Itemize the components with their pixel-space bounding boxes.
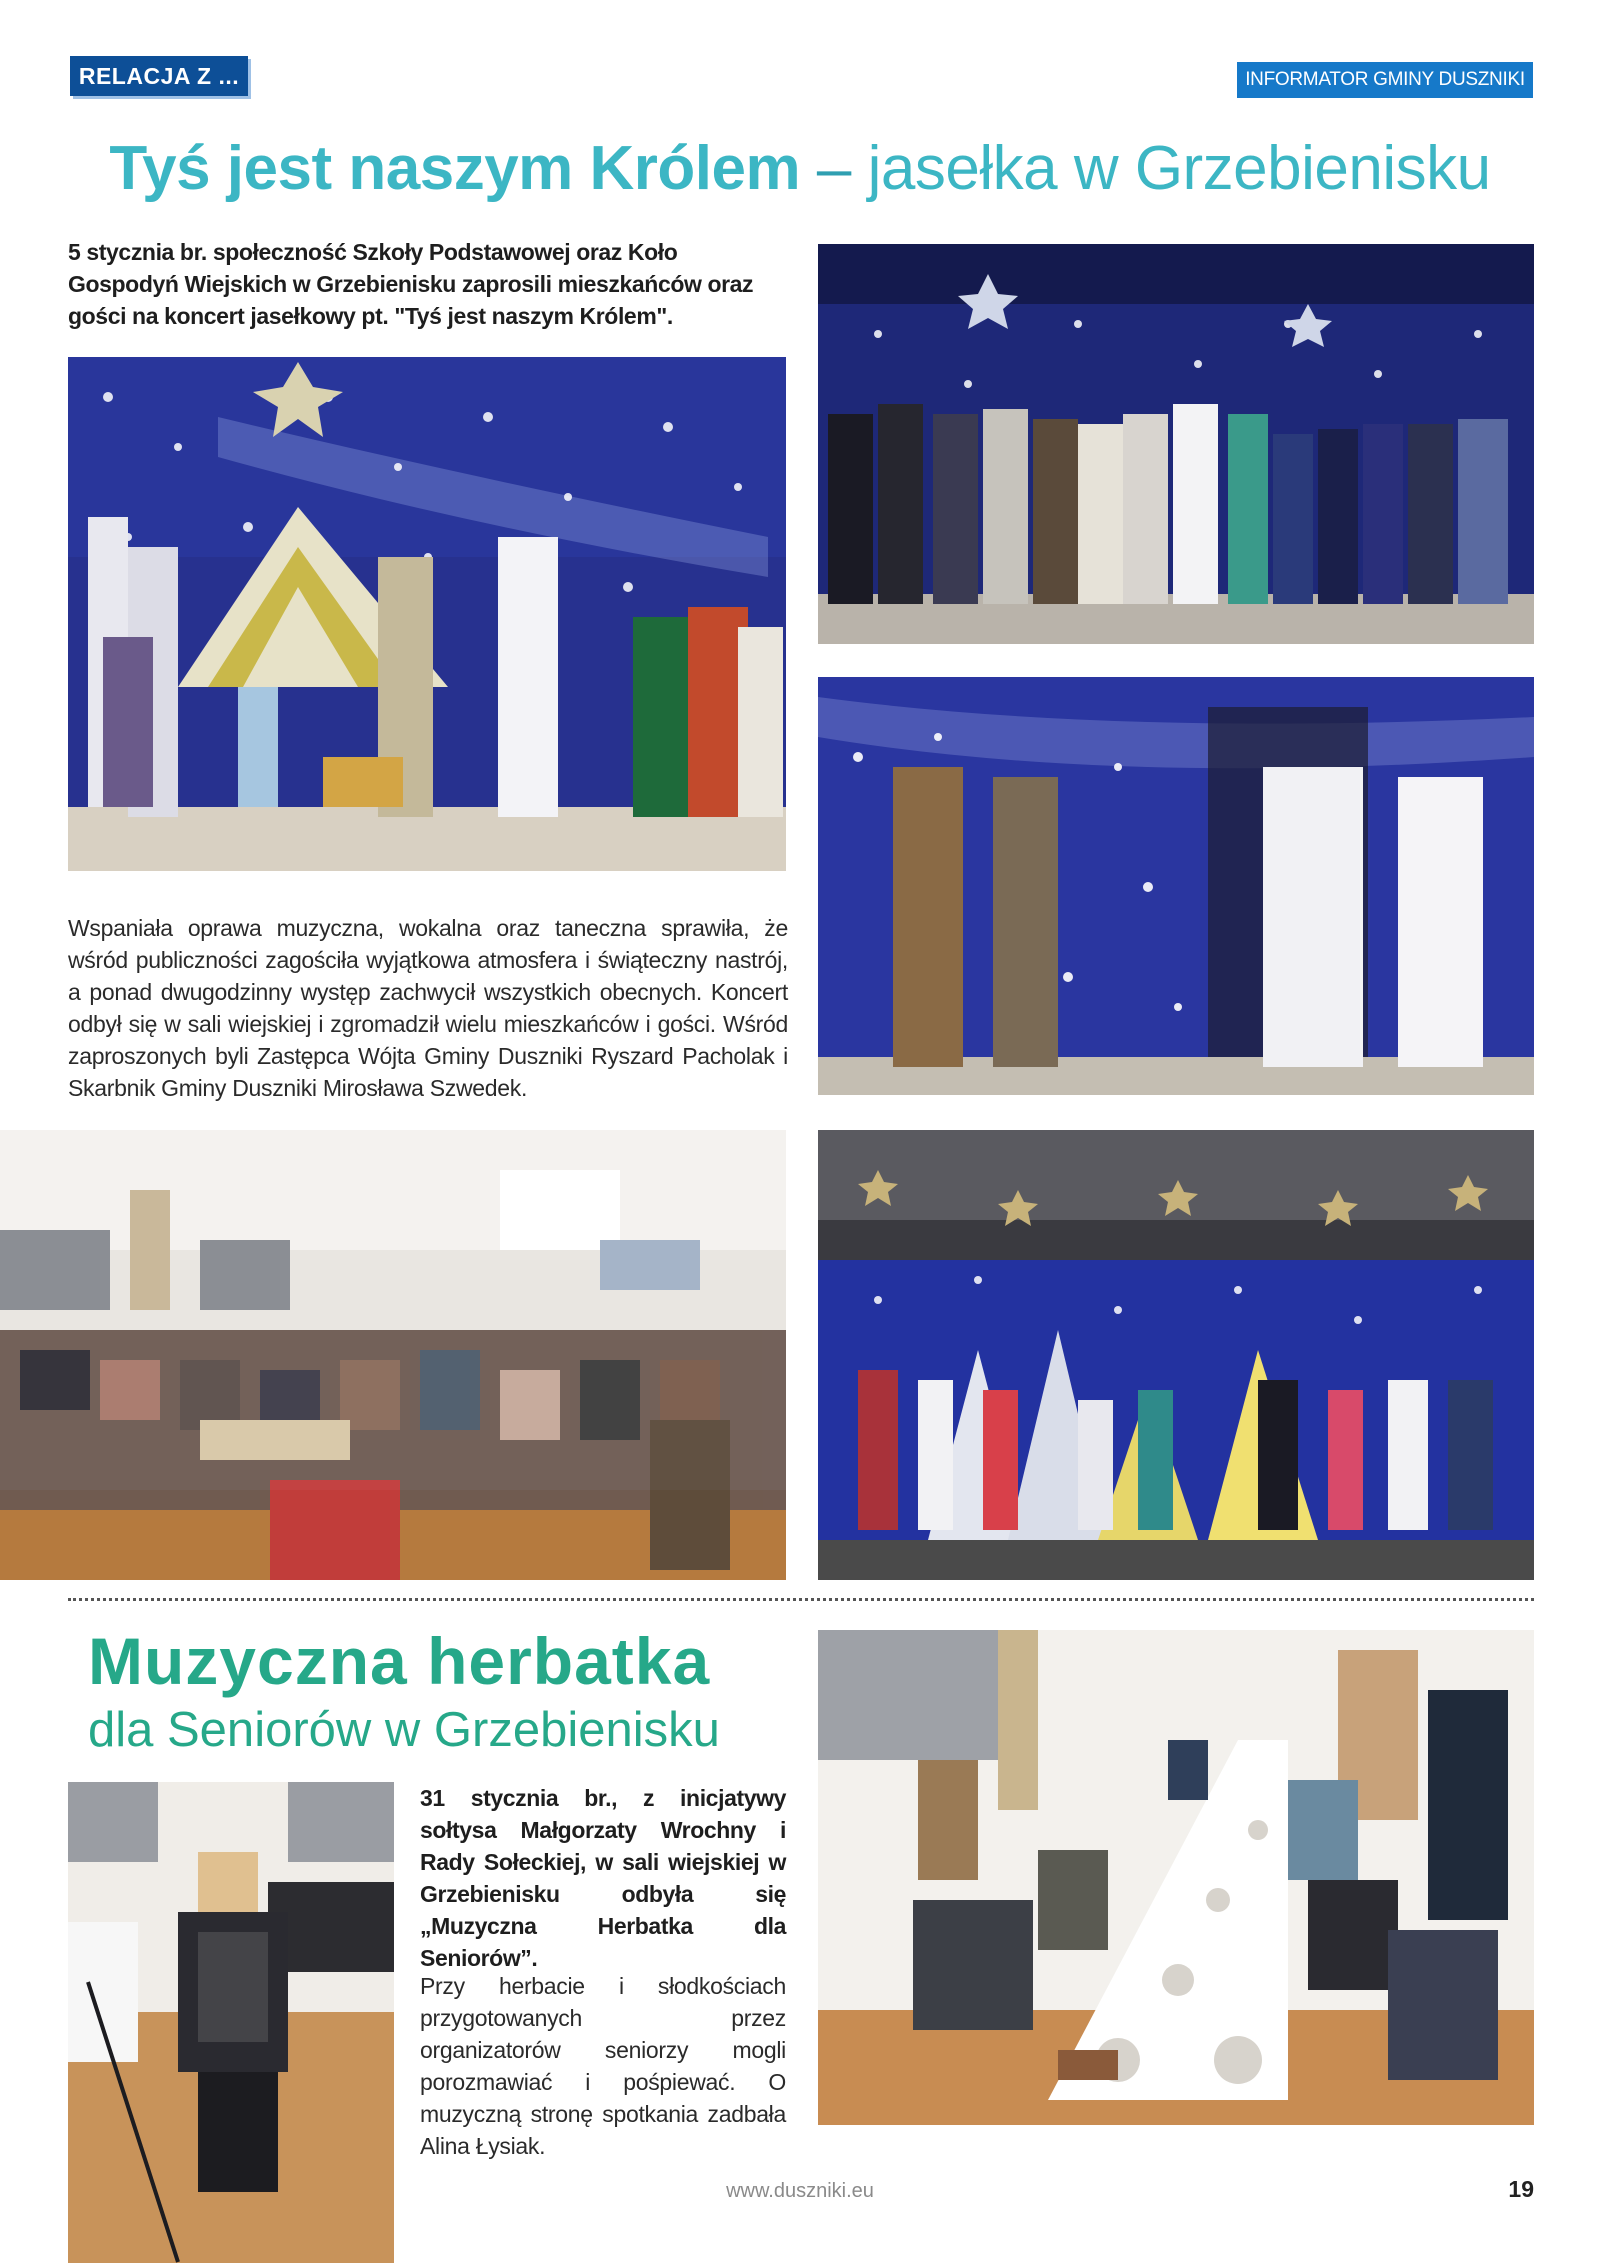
title-strong: Tyś jest naszym Królem [109, 134, 801, 203]
photo-nativity-stage [68, 357, 786, 871]
article-body: Wspaniała oprawa muzyczna, wokalna oraz taneczna sprawiła, że wśród publiczności zagościła wyjątkowa atmosfera i świąteczny nastrój, a ponad dwugodzinny występ zachwycił wszystkich obecnych. Koncert odbył się w sali wiejskiej i zgromadził wielu mieszkańców i gości. Wśród zaproszonych byli Zastępca Wójta Gminy Duszniki Ryszard Pacholak i Skarbnik Gminy Duszniki Mirosława Szwedek. [68, 915, 788, 1101]
section-tag: RELACJA Z ... [70, 56, 248, 96]
article2-lead: 31 stycznia br., z inicjatywy sołtysa Małgorzaty Wrochny i Rady Sołeckiej, w sali wiejskiej w Grzebienisku odbyła się „Muzyczna Herbatka dla Seniorów”. [420, 1785, 786, 1971]
section-divider [68, 1598, 1534, 1601]
photo-accordion-player [68, 1782, 394, 2263]
title-dash: – [800, 134, 868, 203]
photo-cast-on-stage [818, 244, 1534, 644]
photo-angels-shepherds [818, 677, 1534, 1095]
page-number: 19 [1508, 2176, 1534, 2202]
article2-body: Przy herbacie i słodkościach przygotowanych przez organizatorów seniorzy mogli porozmawiać i pośpiewać. O muzyczną stronę spotkania zadbała Alina Łysiak. [420, 1973, 786, 2159]
photo-seniors-table [818, 1630, 1534, 2125]
title-light: jasełka w Grzebienisku [867, 134, 1491, 203]
footer-url: www.duszniki.eu [726, 2180, 874, 2202]
article2-title: Muzyczna herbatka [88, 1624, 711, 1698]
photo-audience-hall [0, 1130, 786, 1580]
photo-choir-stage [818, 1130, 1534, 1580]
article-lead: 5 stycznia br. społeczność Szkoły Podstawowej oraz Koło Gospodyń Wiejskich w Grzebienisku zaprosili mieszkańców oraz gości na koncert jasełkowy pt. "Tyś jest naszym Królem". [68, 239, 754, 329]
article2-subtitle: dla Seniorów w Grzebienisku [88, 1703, 720, 1757]
article-title [60, 132, 1540, 206]
magazine-name: INFORMATOR GMINY DUSZNIKI [1237, 62, 1533, 98]
